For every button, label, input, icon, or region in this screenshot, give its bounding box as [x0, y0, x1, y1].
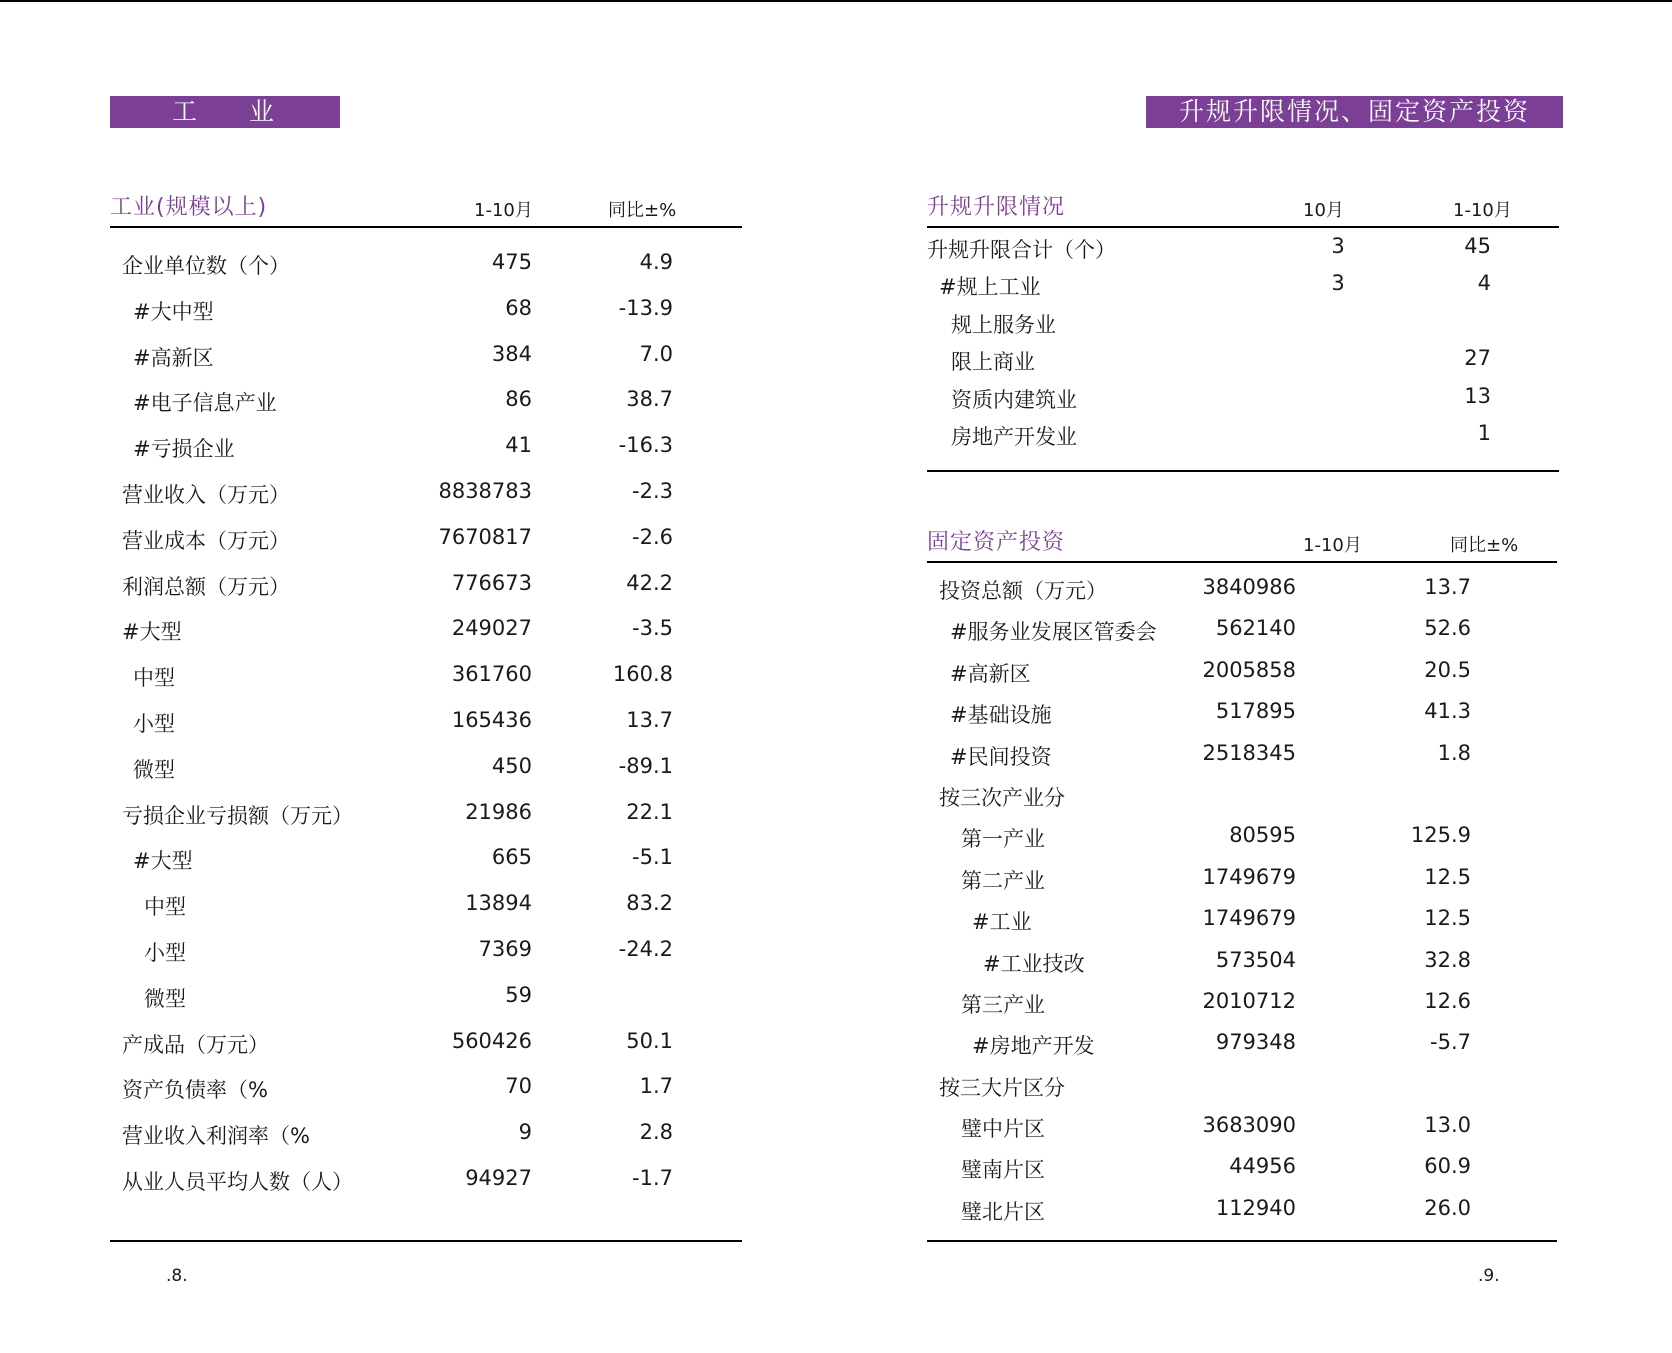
row-value-2: 2.8: [639, 1120, 673, 1145]
row-value-2: 27: [1464, 346, 1491, 371]
row-value-2: -89.1: [618, 753, 673, 778]
table-row: [110, 479, 742, 525]
row-value-2: -5.7: [1430, 1030, 1471, 1055]
row-label: 营业成本（万元）: [122, 528, 290, 553]
row-value-1: 979348: [1215, 1030, 1296, 1055]
row-value-2: -3.5: [632, 616, 673, 641]
row-value-2: -5.1: [632, 845, 673, 870]
row-value-2: 13: [1464, 383, 1491, 408]
table-row: [110, 891, 742, 937]
investment-table: [927, 525, 1557, 1237]
table-row: [110, 754, 742, 800]
table-row: [927, 782, 1557, 823]
row-value-1: 562140: [1215, 616, 1296, 641]
table-row: [110, 1120, 742, 1166]
row-value-2: 4.9: [639, 250, 673, 274]
row-value-1: 3: [1331, 271, 1345, 296]
investment-table-header: [927, 525, 1557, 563]
row-value-1: 8838783: [438, 478, 532, 503]
table-row: [110, 296, 742, 342]
row-value-2: 1.8: [1437, 740, 1471, 765]
row-value-1: 450: [491, 753, 532, 778]
row-value-2: 4: [1477, 271, 1491, 296]
row-value-1: 94927: [465, 1165, 532, 1190]
row-value-1: 3: [1331, 234, 1345, 258]
table-row: [110, 1166, 742, 1212]
table-row: [110, 342, 742, 388]
upgrade-col-month: 10月: [1303, 200, 1344, 221]
table-row: [110, 433, 742, 479]
table-row: [927, 1030, 1557, 1071]
table-row: [927, 865, 1557, 906]
row-value-2: 12.6: [1424, 988, 1471, 1013]
row-label: 璧北片区: [961, 1199, 1045, 1224]
upgrade-col-period: 1-10月: [1453, 200, 1512, 221]
row-label: #规上工业: [939, 275, 1041, 300]
investment-col-period: 1-10月: [1303, 535, 1362, 556]
row-value-1: 776673: [451, 570, 532, 595]
row-value-2: 13.7: [626, 707, 673, 732]
row-value-2: 7.0: [639, 341, 673, 366]
industry-col-period: 1-10月: [474, 200, 533, 221]
investment-table-body: [927, 563, 1557, 1237]
row-value-1: 7369: [478, 936, 532, 961]
row-value-2: -1.7: [632, 1165, 673, 1190]
row-value-2: 1: [1477, 420, 1491, 445]
industry-table-title: 工业(规模以上): [110, 195, 268, 220]
row-value-2: 32.8: [1424, 947, 1471, 972]
row-value-1: 2010712: [1202, 988, 1296, 1013]
investment-table-bottom-rule: [927, 1240, 1557, 1242]
row-label: #民间投资: [950, 744, 1052, 769]
table-row: [110, 616, 742, 662]
row-label: 资质内建筑业: [951, 387, 1077, 412]
row-label: 投资总额（万元）: [939, 579, 1107, 603]
row-value-2: 38.7: [626, 387, 673, 412]
table-row: [110, 662, 742, 708]
upgrade-table: [927, 190, 1559, 458]
table-row: [927, 1113, 1557, 1154]
row-label: #高新区: [133, 345, 214, 370]
row-value-1: 665: [491, 845, 532, 870]
row-label: 中型: [144, 895, 186, 920]
table-row: [927, 271, 1559, 308]
row-value-2: 83.2: [626, 891, 673, 916]
industry-col-yoy: 同比±%: [608, 200, 677, 221]
row-label: #亏损企业: [133, 437, 235, 462]
industry-table-bottom-rule: [110, 1240, 742, 1242]
row-value-2: 13.0: [1424, 1113, 1471, 1138]
row-value-1: 361760: [451, 662, 532, 687]
top-border: [0, 0, 1672, 2]
row-value-1: 44956: [1229, 1154, 1296, 1179]
row-value-2: -2.3: [632, 478, 673, 503]
row-value-1: 59: [505, 982, 532, 1007]
table-row: [927, 616, 1557, 657]
row-label: 资产负债率（%: [122, 1078, 268, 1103]
row-value-1: 70: [505, 1074, 532, 1099]
row-label: 璧南片区: [961, 1158, 1045, 1183]
row-label: 限上商业: [951, 350, 1035, 375]
table-row: [927, 1072, 1557, 1113]
row-label: 璧中片区: [961, 1117, 1045, 1142]
row-value-2: 12.5: [1424, 906, 1471, 931]
investment-col-yoy: 同比±%: [1450, 535, 1519, 556]
row-label: 营业收入利润率（%: [122, 1124, 310, 1149]
row-label: 利润总额（万元）: [122, 574, 290, 599]
row-label: 企业单位数（个）: [122, 254, 290, 278]
row-label: #基础设施: [950, 703, 1052, 728]
row-label: 微型: [133, 757, 175, 782]
row-label: 按三大片区分: [939, 1075, 1065, 1100]
row-value-1: 475: [491, 250, 532, 274]
table-row: [927, 421, 1559, 458]
upgrade-table-title: 升规升限情况: [927, 195, 1066, 220]
table-row: [927, 741, 1557, 782]
upgrade-table-body: [927, 228, 1559, 458]
row-value-2: 52.6: [1424, 616, 1471, 641]
table-row: [110, 983, 742, 1029]
investment-table-title: 固定资产投资: [927, 530, 1066, 555]
row-value-1: 7670817: [438, 524, 532, 549]
row-label: 小型: [144, 940, 186, 965]
row-value-1: 384: [491, 341, 532, 366]
row-label: 规上服务业: [951, 312, 1056, 337]
row-value-1: 41: [505, 433, 532, 458]
table-row: [927, 823, 1557, 864]
table-row: [927, 575, 1557, 616]
industry-table-body: [110, 228, 742, 1212]
section-banner-industry: 工 业: [110, 96, 340, 128]
industry-table-header: [110, 190, 742, 228]
row-value-1: 2005858: [1202, 657, 1296, 682]
upgrade-table-bottom-rule: [927, 470, 1559, 472]
row-value-1: 560426: [451, 1028, 532, 1053]
row-value-2: 41.3: [1424, 699, 1471, 724]
row-value-1: 13894: [465, 891, 532, 916]
row-label: #服务业发展区管委会: [950, 620, 1157, 645]
row-value-2: -16.3: [618, 433, 673, 458]
row-label: #高新区: [950, 661, 1031, 686]
row-value-2: 13.7: [1424, 575, 1471, 599]
page-number-left: .8.: [166, 1266, 188, 1286]
upgrade-table-header: [927, 190, 1559, 228]
row-value-1: 3683090: [1202, 1113, 1296, 1138]
row-value-2: 45: [1464, 234, 1491, 258]
row-label: 产成品（万元）: [122, 1032, 269, 1057]
row-value-1: 86: [505, 387, 532, 412]
row-label: 按三次产业分: [939, 785, 1065, 810]
row-value-2: 60.9: [1424, 1154, 1471, 1179]
table-row: [110, 250, 742, 296]
row-label: 第三产业: [961, 992, 1045, 1017]
row-label: 营业收入（万元）: [122, 482, 290, 507]
table-row: [110, 800, 742, 846]
row-value-2: 12.5: [1424, 864, 1471, 889]
row-label: 房地产开发业: [951, 424, 1077, 449]
row-value-1: 21986: [465, 799, 532, 824]
table-row: [927, 1154, 1557, 1195]
row-value-1: 68: [505, 295, 532, 320]
row-label: 中型: [133, 666, 175, 691]
row-label: #电子信息产业: [133, 391, 277, 416]
row-value-1: 249027: [451, 616, 532, 641]
table-row: [110, 525, 742, 571]
row-label: #工业: [972, 910, 1032, 935]
row-label: 从业人员平均人数（人）: [122, 1169, 353, 1194]
row-label: #工业技改: [983, 951, 1085, 976]
row-value-1: 517895: [1215, 699, 1296, 724]
row-label: 亏损企业亏损额（万元）: [122, 803, 353, 828]
table-row: [927, 234, 1559, 271]
row-value-1: 1749679: [1202, 864, 1296, 889]
row-label: 微型: [144, 986, 186, 1011]
industry-table: [110, 190, 742, 1212]
page-number-right: .9.: [1478, 1266, 1500, 1286]
table-row: [927, 948, 1557, 989]
row-value-1: 3840986: [1202, 575, 1296, 599]
row-label: 第二产业: [961, 868, 1045, 893]
table-row: [927, 658, 1557, 699]
row-value-2: 160.8: [612, 662, 673, 687]
table-row: [110, 845, 742, 891]
row-value-1: 9: [518, 1120, 532, 1145]
table-row: [927, 384, 1559, 421]
row-value-2: -24.2: [618, 936, 673, 961]
row-value-2: 22.1: [626, 799, 673, 824]
row-value-1: 165436: [451, 707, 532, 732]
row-value-1: 80595: [1229, 823, 1296, 848]
table-row: [927, 346, 1559, 383]
table-row: [110, 708, 742, 754]
row-value-2: 26.0: [1424, 1195, 1471, 1220]
table-row: [927, 699, 1557, 740]
table-row: [927, 989, 1557, 1030]
row-value-1: 573504: [1215, 947, 1296, 972]
table-row: [110, 387, 742, 433]
row-value-1: 112940: [1215, 1195, 1296, 1220]
row-value-2: 1.7: [639, 1074, 673, 1099]
row-label: #大型: [133, 849, 193, 874]
table-row: [927, 1196, 1557, 1237]
row-value-2: 125.9: [1410, 823, 1471, 848]
table-row: [110, 937, 742, 983]
section-banner-upgrade-investment: 升规升限情况、固定资产投资: [1146, 96, 1563, 128]
row-value-2: 50.1: [626, 1028, 673, 1053]
table-row: [927, 309, 1559, 346]
table-row: [927, 906, 1557, 947]
table-row: [110, 571, 742, 617]
row-value-2: 42.2: [626, 570, 673, 595]
row-label: 小型: [133, 711, 175, 736]
table-row: [110, 1074, 742, 1120]
row-label: 升规升限合计（个）: [927, 238, 1116, 262]
row-value-1: 1749679: [1202, 906, 1296, 931]
row-value-2: -2.6: [632, 524, 673, 549]
row-label: #大中型: [133, 299, 214, 324]
row-value-2: -13.9: [618, 295, 673, 320]
row-label: #大型: [122, 620, 182, 645]
row-label: #房地产开发: [972, 1034, 1095, 1059]
row-label: 第一产业: [961, 827, 1045, 852]
row-value-1: 2518345: [1202, 740, 1296, 765]
table-row: [110, 1029, 742, 1075]
row-value-2: 20.5: [1424, 657, 1471, 682]
